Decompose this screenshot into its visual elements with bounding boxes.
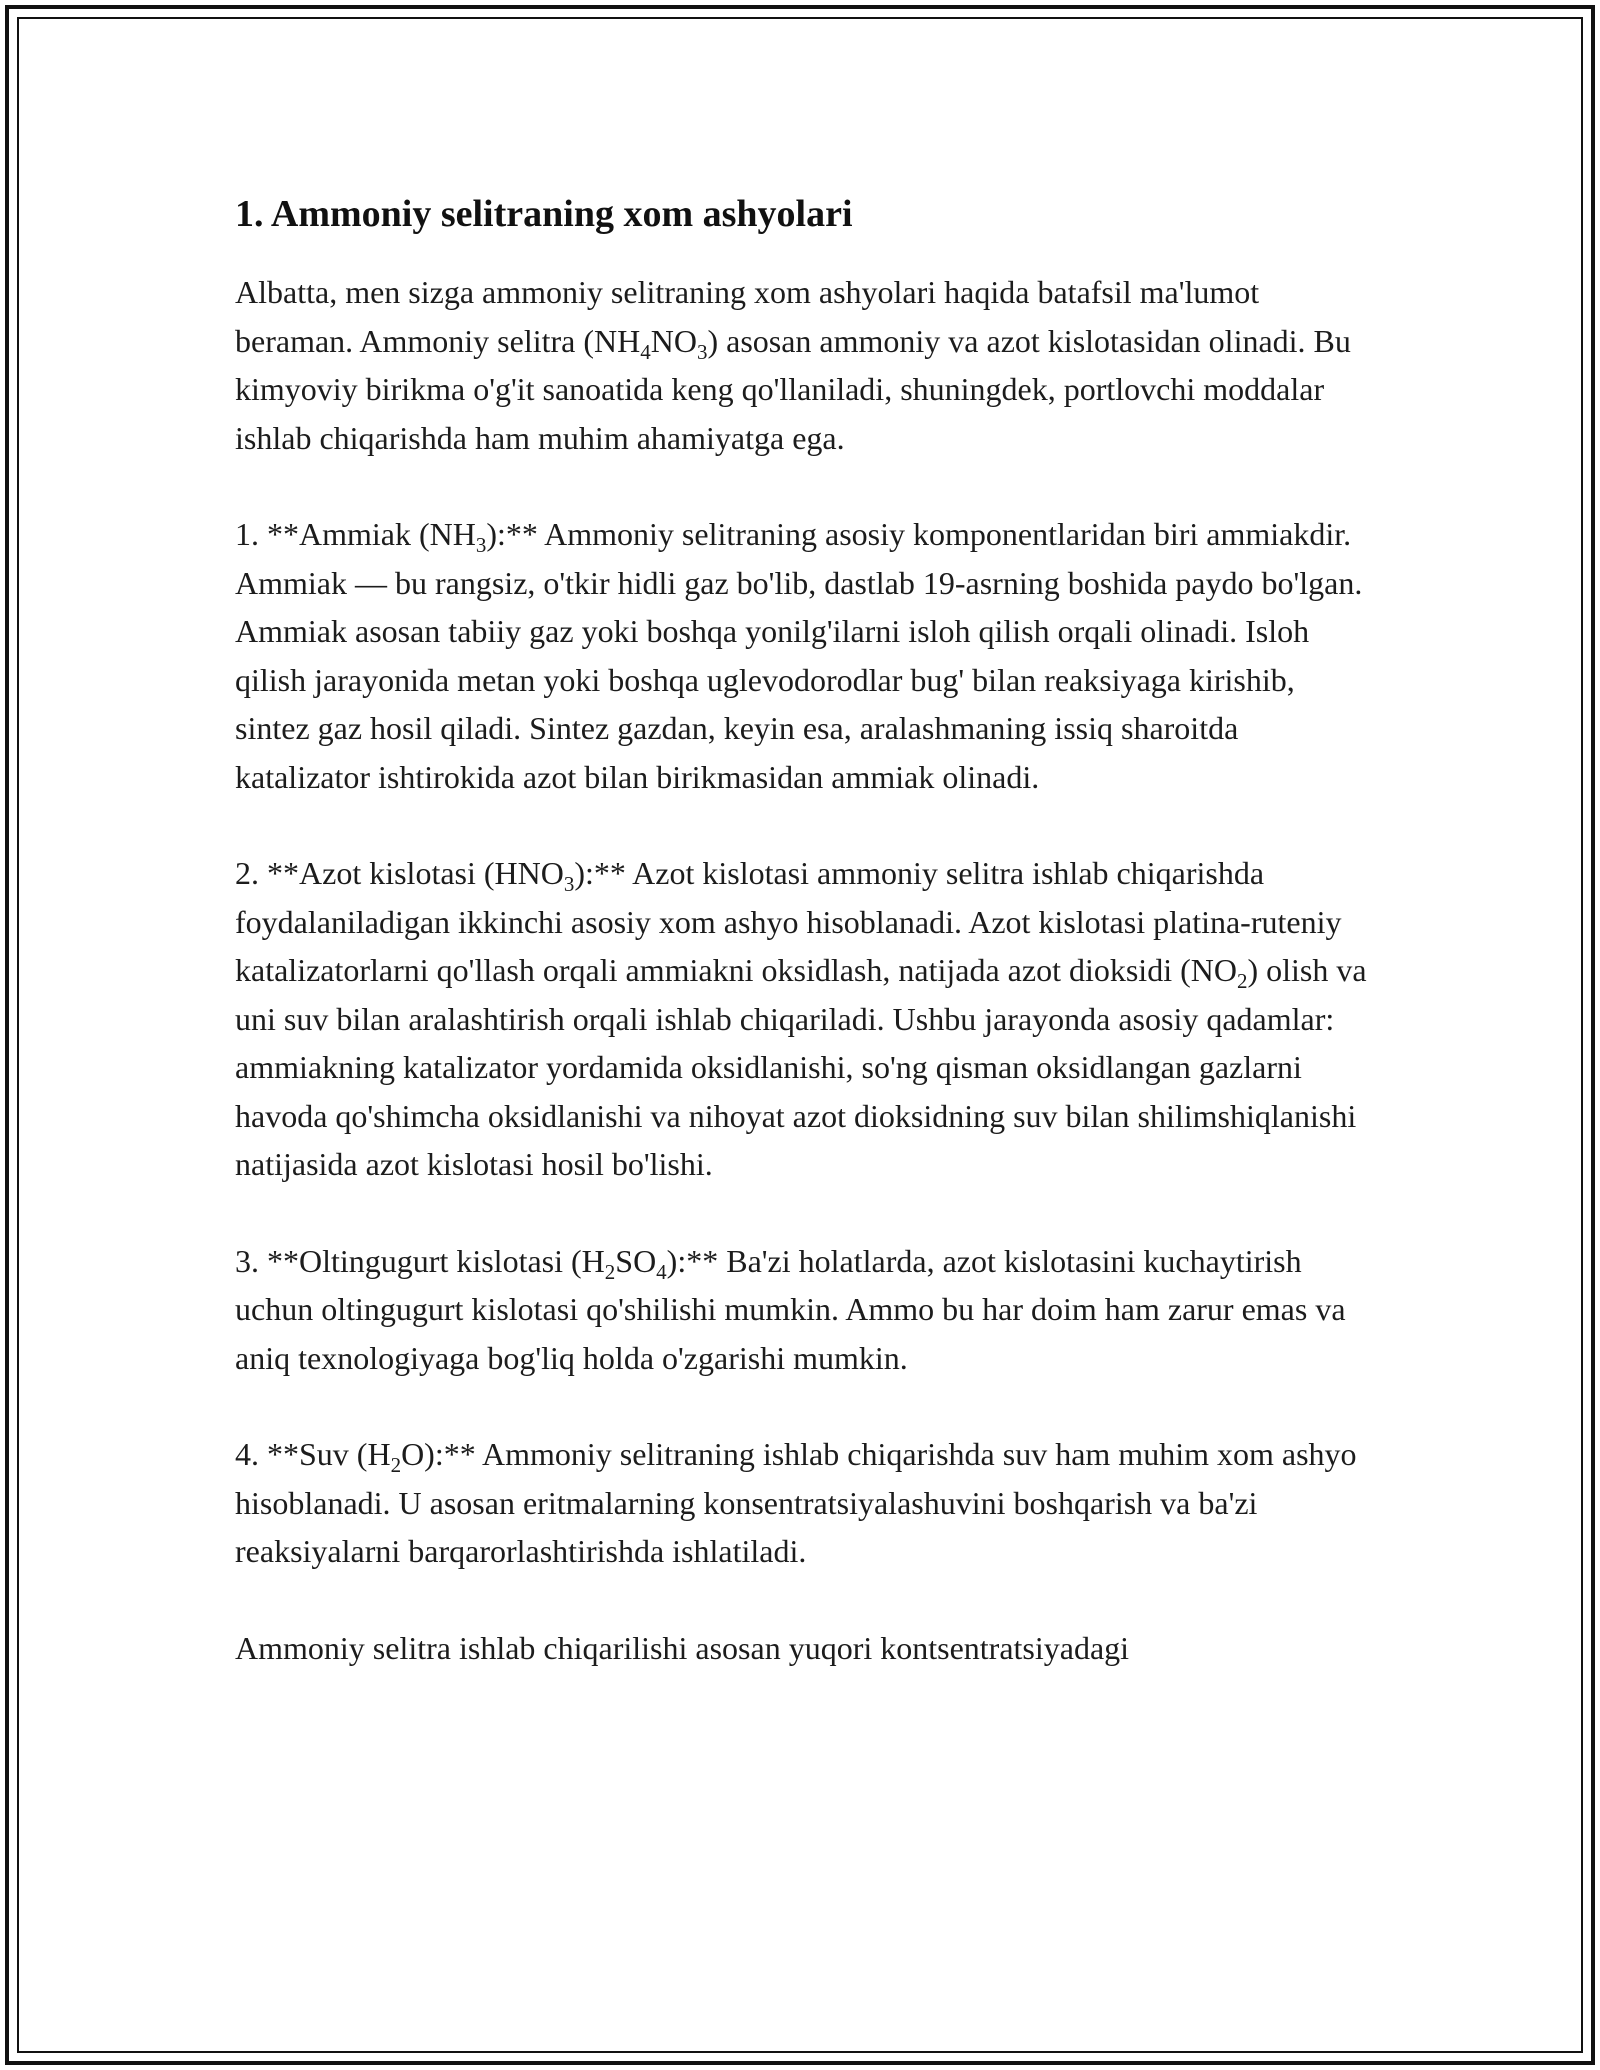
item4-text-b: O):** Ammoniy selitraning ishlab chiqarishda suv ham muhim xom ashyo hisoblanadi. U asosan eritmalarning konsentratsiyalashuvini boshqarish va ba'zi reaksiyalarni barqarorlashtirishda ishlatiladi. xyxy=(235,1436,1357,1569)
subscript-3: 3 xyxy=(696,339,708,364)
closing-paragraph: Ammoniy selitra ishlab chiqarilishi asosan yuqori kontsentratsiyadagi xyxy=(235,1629,1130,1666)
list-item-ammiak xyxy=(235,510,1370,801)
list-item-azot-kislotasi xyxy=(235,849,1370,1189)
subscript-3: 3 xyxy=(475,533,487,557)
intro-text-c: ) asosan ammoniy va azot kislotasidan olinadi. Bu kimyoviy birikma o'g'it sanoatida keng qo'llaniladi, shuningdek, portlovchi moddalar ishlab chiqarishda ham muhim ahamiyatga ega. xyxy=(235,322,1351,456)
item3-text-b: SO xyxy=(615,1242,657,1279)
item1-text-a: 1. **Ammiak (NH xyxy=(235,516,476,552)
intro-text-a: Albatta, men sizga ammoniy selitraning xom ashyolari haqida batafsil ma'lumot beraman. Ammoniy selitra (NH xyxy=(235,274,1260,359)
subscript-2: 2 xyxy=(390,1453,402,1477)
subscript-2: 2 xyxy=(604,1259,616,1284)
item3-text-a: 3. **Oltingugurt kislotasi (H xyxy=(235,1242,605,1279)
item1-text-b: ):** Ammoniy selitraning asosiy komponentlaridan biri ammiakdir. Ammiak — bu rangsiz, o'tkir hidli gaz bo'lib, dastlab 19-asrning boshida paydo bo'lgan. Ammiak asosan tabiiy gaz yoki boshqa yonilg'ilarni isloh qilish orqali olinadi. Isloh qilish jarayonida metan yoki boshqa uglevodorodlar bug' bilan reaksiyaga kirishib, sintez gaz hosil qiladi. Sintez gazdan, keyin esa, aralashmaning issiq sharoitda katalizator ishtirokida azot bilan birikmasidan ammiak olinadi. xyxy=(235,516,1363,795)
item3-text-c: ):** Ba'zi holatlarda, azot kislotasini kuchaytirish uchun oltingugurt kislotasi qo'shilishi mumkin. Ammo bu har doim ham zarur emas va aniq texnologiyaga bog'liq holda o'zgarishi mumkin. xyxy=(235,1242,1346,1376)
subscript-4: 4 xyxy=(656,1259,667,1284)
subscript-4: 4 xyxy=(640,339,651,364)
list-item-suv xyxy=(235,1430,1370,1576)
intro-paragraph xyxy=(235,268,1370,462)
document-body xyxy=(235,188,1370,1720)
item2-text-a: 2. **Azot kislotasi (HNO xyxy=(235,855,564,891)
intro-text-b: NO xyxy=(650,322,697,359)
item4-text-a: 4. **Suv (H xyxy=(235,1436,391,1472)
subscript-3: 3 xyxy=(563,872,575,896)
subscript-2: 2 xyxy=(1236,969,1248,993)
list-item-oltingugurt-kislotasi xyxy=(235,1237,1370,1383)
item2-text-c: ) olish va uni suv bilan aralashtirish orqali ishlab chiqariladi. Ushbu jarayonda asosiy qadamlar: ammiakning katalizator yordamida oksidlanishi, so'ng qisman oksidlangan gazlarni havoda qo'shimcha oksidlanishi va nihoyat azot dioksidning suv bilan shilimshiqlanishi natijasida azot kislotasi hosil bo'lishi. xyxy=(235,952,1367,1182)
item2-text-b: ):** Azot kislotasi ammoniy selitra ishlab chiqarishda foydalaniladigan ikkinchi asosiy xom ashyo hisoblanadi. Azot kislotasi platina-ruteniy katalizatorlarni qo'llash orqali ammiakni oksidlash, natijada azot dioksidi (NO xyxy=(235,855,1342,988)
section-heading: 1. Ammoniy selitraning xom ashyolari xyxy=(235,193,853,235)
